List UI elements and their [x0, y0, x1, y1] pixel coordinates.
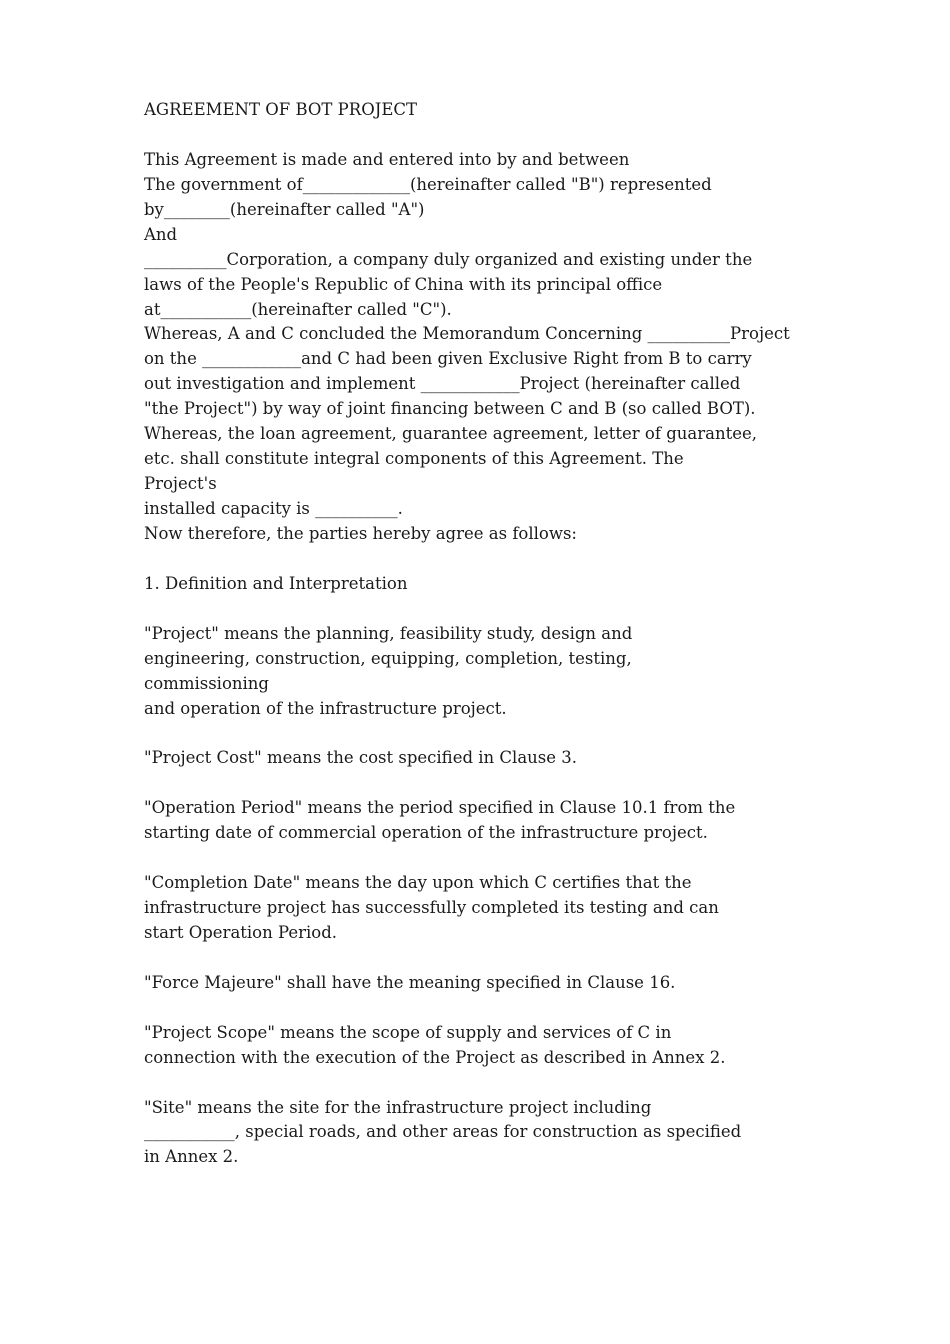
- preamble-line: This Agreement is made and entered into by and between: [144, 149, 630, 169]
- preamble-line: installed capacity is __________.: [144, 499, 403, 518]
- definition-line: commissioning: [144, 673, 269, 693]
- definition-line: "Completion Date" means the day upon which C certifies that the: [144, 873, 692, 893]
- definition-project-scope: [144, 1021, 844, 1071]
- spacer: [144, 547, 844, 572]
- preamble-line: out investigation and implement ____________Project (hereinafter called: [144, 374, 741, 394]
- spacer: [144, 123, 844, 148]
- definition-line: "Operation Period" means the period specified in Clause 10.1 from the: [144, 798, 736, 818]
- definition-line: connection with the execution of the Project as described in Annex 2.: [144, 1047, 726, 1067]
- preamble-line: The government of_____________(hereinafter called "B") represented: [144, 174, 712, 194]
- definition-line: engineering, construction, equipping, completion, testing,: [144, 648, 632, 668]
- definition-line: "Force Majeure" shall have the meaning specified in Clause 16.: [144, 972, 676, 992]
- definition-line: "Project" means the planning, feasibility study, design and: [144, 623, 633, 643]
- definition-line: ___________, special roads, and other areas for construction as specified: [144, 1122, 742, 1142]
- definition-site: [144, 1096, 844, 1171]
- definition-completion-date: [144, 871, 844, 946]
- definition-force-majeure: [144, 971, 844, 996]
- preamble-line: Whereas, the loan agreement, guarantee agreement, letter of guarantee,: [144, 424, 757, 444]
- definition-line: "Project Cost" means the cost specified in Clause 3.: [144, 748, 577, 768]
- definition-line: in Annex 2.: [144, 1147, 239, 1167]
- definition-line: and operation of the infrastructure project.: [144, 698, 507, 718]
- spacer: [144, 721, 844, 746]
- document-title: AGREEMENT OF BOT PROJECT: [144, 100, 418, 119]
- spacer: [144, 946, 844, 971]
- preamble-line: etc. shall constitute integral components of this Agreement. The: [144, 449, 684, 469]
- definition-line: infrastructure project has successfully completed its testing and can: [144, 898, 719, 917]
- definition-line: "Project Scope" means the scope of supply and services of C in: [144, 1022, 672, 1042]
- definition-project-cost: [144, 746, 844, 771]
- spacer: [144, 771, 844, 796]
- preamble-line: laws of the People's Republic of China with its principal office: [144, 274, 663, 294]
- definition-project: [144, 622, 844, 722]
- definition-operation-period: [144, 796, 844, 846]
- section-heading: 1. Definition and Interpretation: [144, 573, 408, 593]
- preamble-line: Project's: [144, 474, 217, 494]
- definition-line: "Site" means the site for the infrastructure project including: [144, 1097, 652, 1117]
- definition-line: start Operation Period.: [144, 922, 338, 942]
- spacer: [144, 996, 844, 1021]
- definition-line: starting date of commercial operation of the infrastructure project.: [144, 823, 708, 843]
- document-body: [144, 98, 844, 1170]
- preamble-line: by________(hereinafter called "A"): [144, 199, 425, 219]
- preamble-line: __________Corporation, a company duly organized and existing under the: [144, 249, 753, 269]
- preamble-line: "the Project") by way of joint financing between C and B (so called BOT).: [144, 399, 756, 419]
- spacer: [144, 1071, 844, 1096]
- preamble-line: at___________(hereinafter called "C").: [144, 299, 452, 319]
- spacer: [144, 846, 844, 871]
- spacer: [144, 597, 844, 622]
- preamble-line: Whereas, A and C concluded the Memorandum Concerning __________Project: [144, 324, 790, 344]
- preamble-line: on the ____________and C had been given Exclusive Right from B to carry: [144, 349, 752, 369]
- preamble-line: And: [144, 224, 178, 244]
- preamble-line: Now therefore, the parties hereby agree as follows:: [144, 523, 577, 543]
